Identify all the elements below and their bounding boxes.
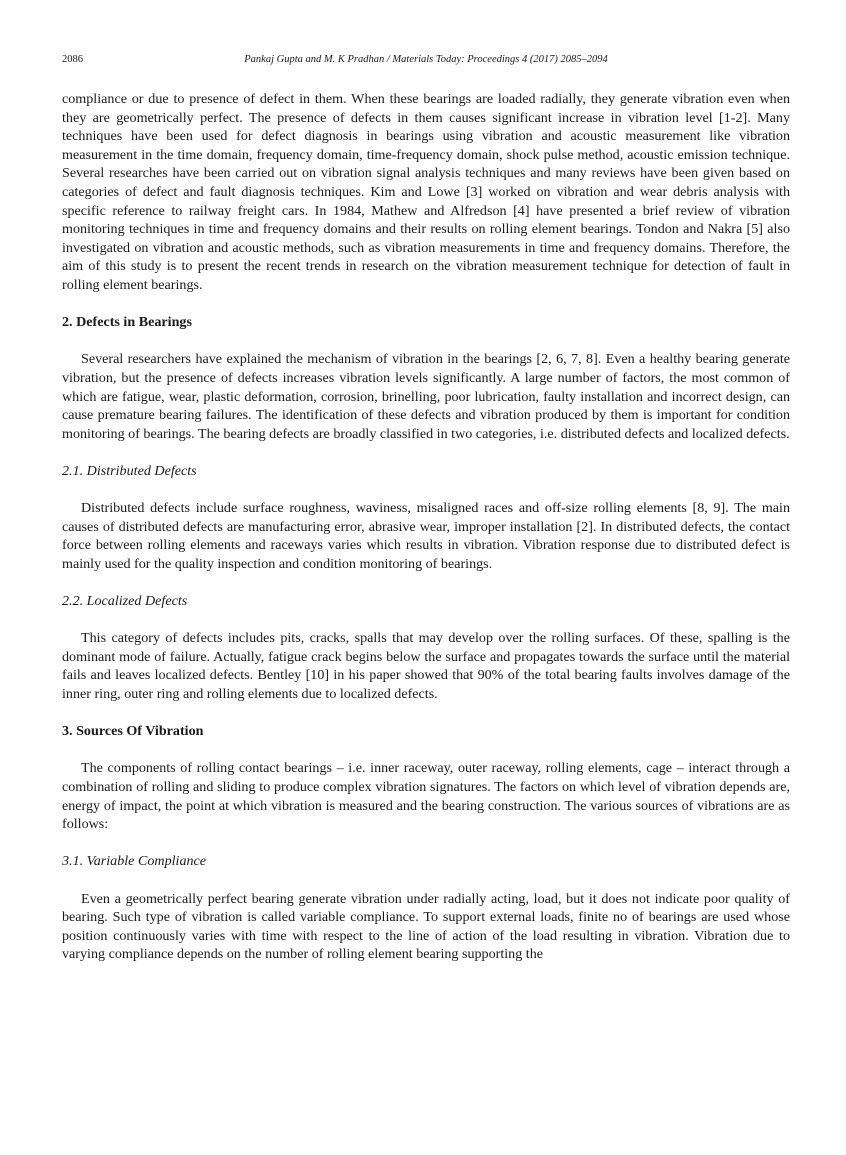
subsection-heading-variable-compliance: 3.1. Variable Compliance — [62, 853, 207, 870]
journal-citation-line: Pankaj Gupta and M. K Pradhan / Materials Today: Proceedings 4 (2017) 2085–2094 — [244, 54, 608, 65]
intro-continuation-paragraph: compliance or due to presence of defect in them. When these bearings are loaded radially, they generate vibration even when they are geometrically perfect. The presence of defects in them causes significant increase in vibration level [1-2]. Many techniques have been used for defect diagnosis in bearings using vibration and acoustic measurement like vibration measurement in the time domain, frequency domain, time-frequency domain, shock pulse method, acoustic emission technique. Several researches have been carried out on vibration signal analysis techniques and many reviews have been given based on categories of defect and fault diagnosis techniques. Kim and Lowe [3] worked on vibration and wear debris analysis with specific reference to railway freight cars. In 1984, Mathew and Alfredson [4] have presented a brief review of vibration monitoring techniques in time and frequency domains and their results on rolling element bearings. Tondon and Nakra [5] also investigated on vibration and acoustic methods, such as vibration measurements in time and frequency domains. Therefore, the aim of this study is to present the recent trends in research on the vibration measurement technique for detection of fault in rolling element bearings. — [62, 91, 790, 293]
section-2-1-paragraph: Distributed defects include surface roughness, waviness, misaligned races and off-size rolling elements [8, 9]. The main causes of distributed defects are manufacturing error, abrasive wear, improper installation [2]. In distributed defects, the contact force between rolling elements and raceways varies which results in vibration. Vibration response due to distributed defect is mainly used for the quality inspection and condition monitoring of bearings. — [62, 500, 790, 572]
section-2-paragraph: Several researchers have explained the mechanism of vibration in the bearings [2, 6, 7, 8]. Even a healthy bearing generate vibration, but the presence of defects increases vibration levels significantly. A large number of factors, the most common of which are fatigue, wear, plastic deformation, corrosion, brinelling, poor lubrication, faulty installation and incorrect design, can cause premature bearing failures. The identification of these defects and vibration produced by them is important for condition monitoring of bearings. The bearing defects are broadly classified in two categories, i.e. distributed defects and localized defects. — [62, 351, 790, 442]
subsection-heading-localized-defects: 2.2. Localized Defects — [62, 593, 188, 610]
running-header — [62, 54, 790, 74]
article-body — [62, 90, 790, 964]
paper-page — [62, 0, 790, 964]
section-heading-defects-in-bearings: 2. Defects in Bearings — [62, 314, 192, 331]
section-heading-sources-of-vibration: 3. Sources Of Vibration — [62, 723, 204, 740]
section-2-2-paragraph: This category of defects includes pits, cracks, spalls that may develop over the rolling surfaces. Of these, spalling is the dominant mode of failure. Actually, fatigue crack begins below the surface and propagates towards the surface until the material fails and leaves localized defects. Bentley [10] in his paper showed that 90% of the total bearing faults involves damage of the inner ring, outer ring and rolling elements due to localized defects. — [62, 630, 790, 702]
page-number: 2086 — [62, 54, 83, 65]
section-3-1-paragraph: Even a geometrically perfect bearing generate vibration under radially acting, load, but it does not indicate poor quality of bearing. Such type of vibration is called variable compliance. To support external loads, finite no of bearings are used whose position continuously varies with time with respect to the line of action of the load resulting in vibration. Vibration due to varying compliance depends on the number of rolling element bearing supporting the — [62, 890, 790, 963]
section-3-paragraph: The components of rolling contact bearings – i.e. inner raceway, outer raceway, rolling elements, cage – interact through a combination of rolling and sliding to produce complex vibration signatures. The factors on which level of vibration depends are, energy of impact, the point at which vibration is measured and the bearing construction. The various sources of vibrations are as follows: — [62, 760, 790, 833]
subsection-heading-distributed-defects: 2.1. Distributed Defects — [62, 462, 197, 479]
